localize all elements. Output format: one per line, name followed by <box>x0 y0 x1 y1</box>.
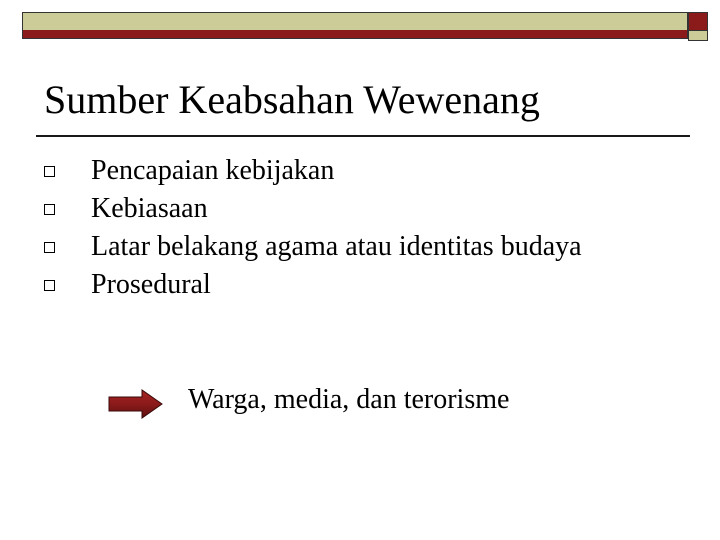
bullet-text: Prosedural <box>91 269 211 300</box>
hollow-square-bullet-icon <box>44 280 55 291</box>
header-bar-red <box>22 30 688 39</box>
bullet-item <box>40 190 582 228</box>
bullet-item <box>40 266 582 304</box>
bullet-list <box>40 152 582 304</box>
bullet-text: Pencapaian kebijakan <box>91 155 335 186</box>
hollow-square-bullet-icon <box>44 204 55 215</box>
slide-title: Sumber Keabsahan Wewenang <box>44 77 540 122</box>
bullet-text: Kebiasaan <box>91 193 208 224</box>
title-divider <box>36 135 690 137</box>
hollow-square-bullet-icon <box>44 242 55 253</box>
note-text: Warga, media, dan terorisme <box>188 384 510 415</box>
header-corner-box-red <box>688 12 708 32</box>
header-corner-box-olive <box>688 30 708 41</box>
bullet-text: Latar belakang agama atau identitas budaya <box>91 231 582 262</box>
right-arrow-icon <box>108 388 164 420</box>
bullet-item <box>40 228 582 266</box>
hollow-square-bullet-icon <box>44 166 55 177</box>
bullet-item <box>40 152 582 190</box>
header-bar-olive <box>22 12 688 32</box>
